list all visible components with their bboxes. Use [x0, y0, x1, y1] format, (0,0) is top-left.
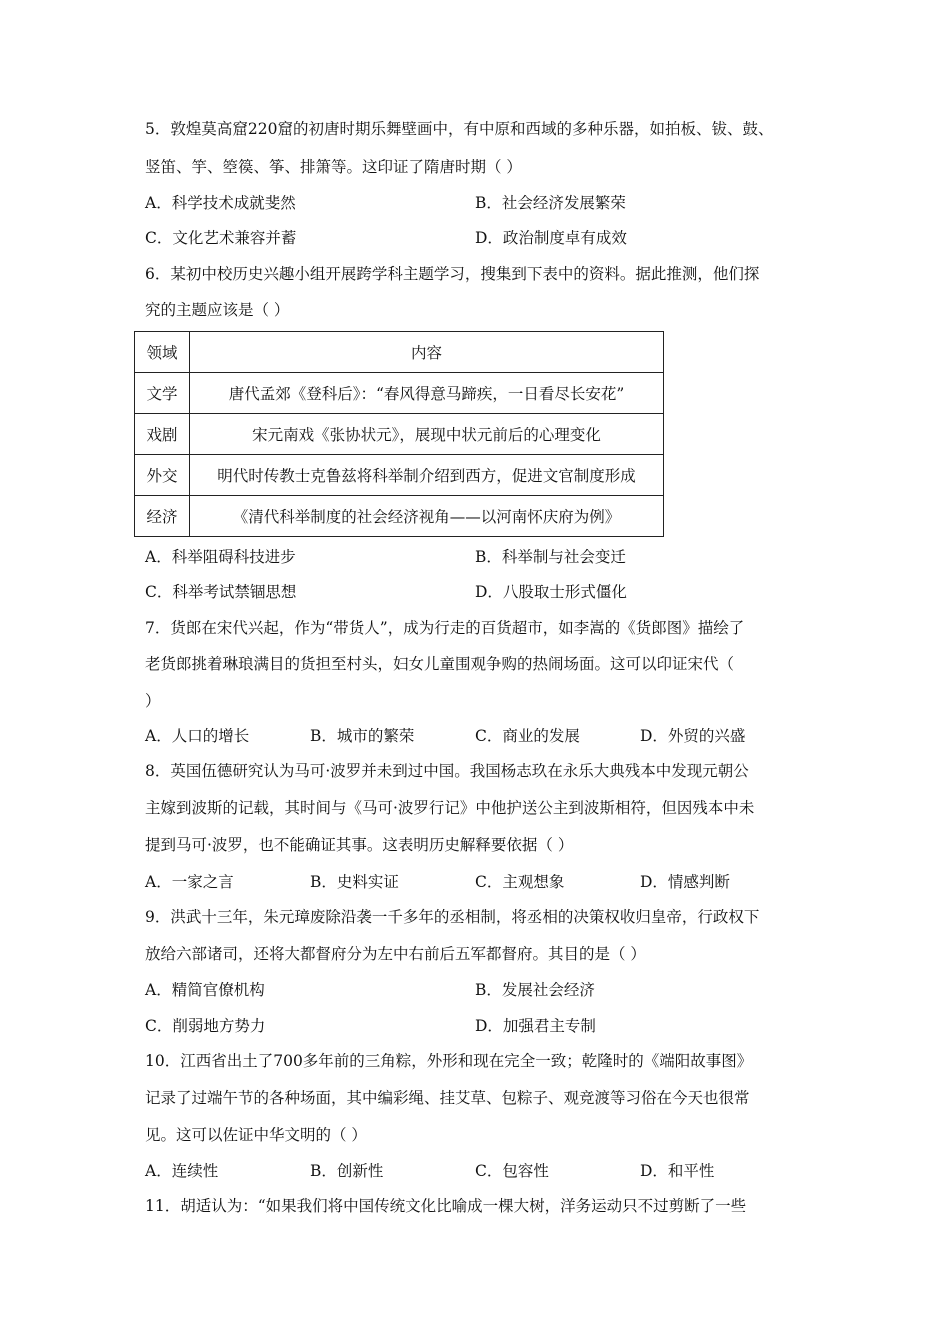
- question-10-option-a: A．连续性: [145, 1162, 219, 1180]
- question-7-option-a: A．人口的增长: [145, 727, 250, 745]
- question-8-option-c: C．主观想象: [475, 873, 565, 891]
- question-5-stem-line-1: 5．敦煌莫高窟220窟的初唐时期乐舞壁画中，有中原和西域的多种乐器，如拍板、钹、鼓、: [145, 120, 774, 138]
- question-9-option-c: C．削弱地方势力: [145, 1017, 266, 1035]
- table-cell-content: 《清代科举制度的社会经济视角——以河南怀庆府为例》: [190, 496, 664, 537]
- question-6-stem-line-1: 6．某初中校历史兴趣小组开展跨学科主题学习，搜集到下表中的资料。据此推测，他们探: [145, 265, 760, 283]
- question-11-stem-line-1: 11．胡适认为：“如果我们将中国传统文化比喻成一棵大树，洋务运动只不过剪断了一些: [145, 1197, 747, 1215]
- question-8-option-d: D．情感判断: [640, 873, 730, 891]
- question-5-option-d: D．政治制度卓有成效: [475, 229, 627, 247]
- question-7-stem-line-1: 7．货郎在宋代兴起，作为“带货人”，成为行走的百货超市，如李嵩的《货郎图》描绘了: [145, 619, 745, 637]
- question-8-stem-line-3: 提到马可·波罗，也不能确证其事。这表明历史解释要依据（ ）: [145, 836, 574, 854]
- table-cell-field: 文学: [135, 373, 190, 414]
- question-5-option-b: B．社会经济发展繁荣: [475, 194, 626, 212]
- table-header-field: 领域: [135, 332, 190, 373]
- question-6-option-b: B．科举制与社会变迁: [475, 548, 626, 566]
- question-10-stem-line-1: 10．江西省出土了700多年前的三角粽，外形和现在完全一致；乾隆时的《端阳故事图》: [145, 1052, 753, 1070]
- table-row: [135, 496, 664, 537]
- question-7-stem-line-2: 老货郎挑着琳琅满目的货担至村头，妇女儿童围观争购的热闹场面。这可以印证宋代（: [145, 655, 735, 673]
- table-cell-content: 明代时传教士克鲁兹将科举制介绍到西方，促进文官制度形成: [190, 455, 664, 496]
- table-header-content: 内容: [190, 332, 664, 373]
- table-header-row: [135, 332, 664, 373]
- question-5-stem-line-2: 竖笛、竽、箜篌、筝、排箫等。这印证了隋唐时期（ ）: [145, 158, 522, 176]
- question-7-option-d: D．外贸的兴盛: [640, 727, 746, 745]
- question-7-stem-line-3: ）: [145, 692, 161, 710]
- table-cell-field: 经济: [135, 496, 190, 537]
- question-6-option-a: A．科举阻碍科技进步: [145, 548, 296, 566]
- question-9-stem-line-1: 9．洪武十三年，朱元璋废除沿袭一千多年的丞相制，将丞相的决策权收归皇帝，行政权下: [145, 908, 760, 926]
- question-10-option-b: B．创新性: [310, 1162, 384, 1180]
- question-6-stem-line-2: 究的主题应该是（ ）: [145, 301, 290, 319]
- question-9-option-b: B．发展社会经济: [475, 981, 595, 999]
- question-10-stem-line-2: 记录了过端午节的各种场面，其中编彩绳、挂艾草、包粽子、观竞渡等习俗在今天也很常: [145, 1089, 750, 1107]
- question-9-option-d: D．加强君主专制: [475, 1017, 596, 1035]
- table-row: [135, 414, 664, 455]
- question-10-option-d: D．和平性: [640, 1162, 715, 1180]
- question-5-option-c: C．文化艺术兼容并蓄: [145, 229, 297, 247]
- table-row: [135, 373, 664, 414]
- table-cell-content: 唐代孟郊《登科后》：“春风得意马蹄疾，一日看尽长安花”: [190, 373, 664, 414]
- question-10-stem-line-3: 见。这可以佐证中华文明的（ ）: [145, 1126, 367, 1144]
- question-6-option-d: D．八股取士形式僵化: [475, 583, 627, 601]
- question-7-option-c: C．商业的发展: [475, 727, 580, 745]
- table-cell-content: 宋元南戏《张协状元》，展现中状元前后的心理变化: [190, 414, 664, 455]
- question-9-stem-line-2: 放给六部诸司，还将大都督府分为左中右前后五军都督府。其目的是（ ）: [145, 945, 646, 963]
- question-7-option-b: B．城市的繁荣: [310, 727, 415, 745]
- question-8-stem-line-1: 8．英国伍德研究认为马可·波罗并未到过中国。我国杨志玖在永乐大典残本中发现元朝公: [145, 762, 749, 780]
- question-5-option-a: A．科学技术成就斐然: [145, 194, 296, 212]
- question-6-table: [134, 331, 664, 537]
- question-8-option-a: A．一家之言: [145, 873, 234, 891]
- table-cell-field: 外交: [135, 455, 190, 496]
- question-6-option-c: C．科举考试禁锢思想: [145, 583, 297, 601]
- table-cell-field: 戏剧: [135, 414, 190, 455]
- question-9-option-a: A．精简官僚机构: [145, 981, 265, 999]
- table-row: [135, 455, 664, 496]
- question-8-stem-line-2: 主嫁到波斯的记载，其时间与《马可·波罗行记》中他护送公主到波斯相符，但因残本中未: [145, 799, 755, 817]
- question-10-option-c: C．包容性: [475, 1162, 549, 1180]
- question-8-option-b: B．史料实证: [310, 873, 399, 891]
